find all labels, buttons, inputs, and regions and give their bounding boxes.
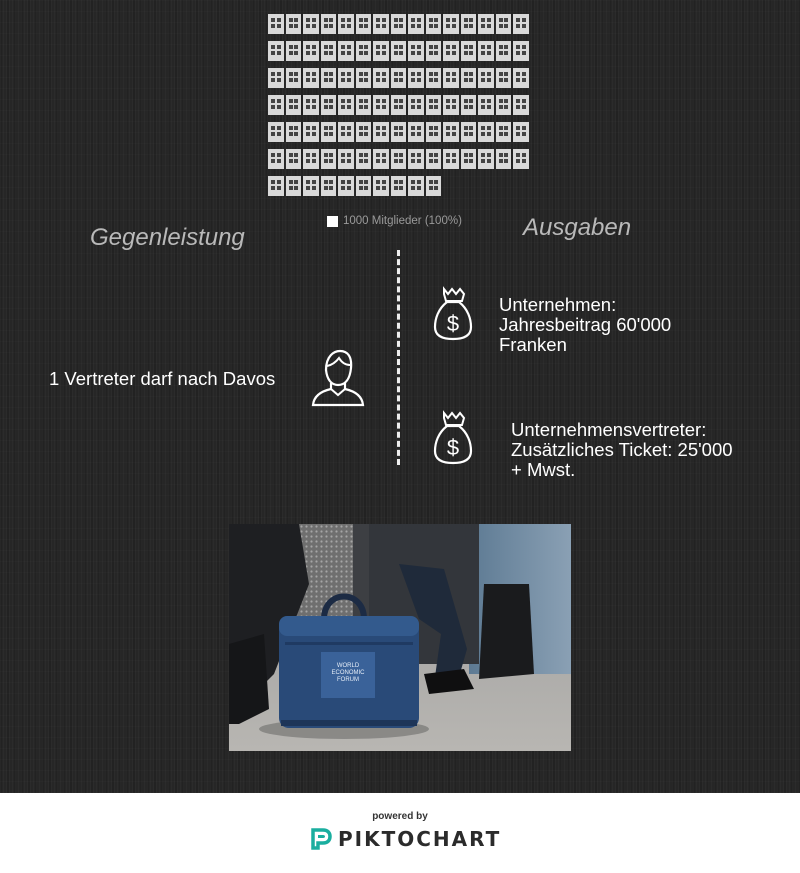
- building-icon: [321, 149, 337, 169]
- building-icon: [426, 41, 442, 61]
- legend-swatch: [327, 216, 338, 227]
- building-icon: [443, 41, 459, 61]
- bag-logo-line: ECONOMIC: [331, 670, 365, 676]
- building-icon: [338, 176, 354, 196]
- building-icon: [338, 149, 354, 169]
- building-icon: [356, 68, 372, 88]
- building-icon: [338, 95, 354, 115]
- building-icon: [321, 176, 337, 196]
- building-icon: [356, 41, 372, 61]
- cost-company: [499, 295, 729, 355]
- svg-text:$: $: [446, 435, 460, 460]
- building-icon: [496, 122, 512, 142]
- cost-line: Franken: [499, 334, 567, 355]
- dashed-divider: [397, 250, 400, 465]
- wef-bag-photo: [229, 524, 571, 751]
- building-icon: [513, 14, 529, 34]
- building-icon: [443, 149, 459, 169]
- bag-logo-line: WORLD: [336, 663, 360, 669]
- building-icon: [321, 41, 337, 61]
- building-icon: [461, 68, 477, 88]
- building-icon: [321, 95, 337, 115]
- building-icon: [513, 149, 529, 169]
- building-icon: [356, 149, 372, 169]
- building-icon: [268, 122, 284, 142]
- building-icon: [443, 14, 459, 34]
- heading-ausgaben: Ausgaben: [523, 214, 632, 241]
- building-icon: [338, 41, 354, 61]
- benefit-label: 1 Vertreter darf nach Davos: [49, 368, 276, 389]
- building-icon: [373, 41, 389, 61]
- building-icon: [513, 68, 529, 88]
- pictograph-legend: [327, 215, 462, 227]
- building-icon: [391, 176, 407, 196]
- building-icon: [391, 14, 407, 34]
- building-icon: [426, 176, 442, 196]
- cost-line: + Mwst.: [511, 459, 576, 480]
- building-icon: [303, 176, 319, 196]
- building-icon: [286, 95, 302, 115]
- building-icon: [408, 14, 424, 34]
- building-icon: [443, 68, 459, 88]
- building-icon: [303, 149, 319, 169]
- building-icon: [356, 14, 372, 34]
- building-icon: [478, 149, 494, 169]
- building-icon: [461, 41, 477, 61]
- building-icon: [373, 176, 389, 196]
- building-icon: [373, 95, 389, 115]
- building-icon: [391, 41, 407, 61]
- building-icon: [303, 95, 319, 115]
- building-icon: [321, 68, 337, 88]
- cost-line: Unternehmen:: [499, 294, 617, 315]
- cost-representative: [511, 420, 761, 480]
- building-icon: [408, 68, 424, 88]
- building-icon: [478, 68, 494, 88]
- building-icon: [303, 122, 319, 142]
- building-icon: [268, 14, 284, 34]
- building-icon: [373, 68, 389, 88]
- building-icon: [268, 68, 284, 88]
- heading-gegenleistung: Gegenleistung: [90, 224, 245, 251]
- building-icon: [373, 122, 389, 142]
- building-icon: [426, 95, 442, 115]
- building-icon: [478, 122, 494, 142]
- building-icon: [426, 14, 442, 34]
- building-icon: [461, 149, 477, 169]
- building-icon: [321, 122, 337, 142]
- building-icon: [373, 149, 389, 169]
- building-icon: [303, 14, 319, 34]
- building-icon: [321, 14, 337, 34]
- building-icon: [426, 68, 442, 88]
- building-icon: [478, 14, 494, 34]
- cost-line: Jahresbeitrag 60'000: [499, 314, 672, 335]
- building-icon: [286, 149, 302, 169]
- building-icon: [286, 14, 302, 34]
- svg-text:$: $: [446, 311, 460, 336]
- cost-line: Unternehmensvertreter:: [511, 419, 707, 440]
- building-icon: [408, 149, 424, 169]
- building-icon: [443, 95, 459, 115]
- money-bag-icon: [433, 410, 473, 466]
- building-icon: [286, 176, 302, 196]
- building-icon: [391, 122, 407, 142]
- building-icon: [303, 68, 319, 88]
- building-icon: [286, 41, 302, 61]
- building-icon: [513, 95, 529, 115]
- powered-by-label: powered by: [372, 811, 428, 822]
- brand-name: PIKTOCHART: [338, 827, 502, 851]
- building-icon: [496, 95, 512, 115]
- building-icon: [478, 41, 494, 61]
- photo-illustration: [229, 524, 571, 751]
- building-icon: [373, 14, 389, 34]
- footer: [0, 793, 800, 873]
- building-icon: [338, 68, 354, 88]
- building-icon: [286, 68, 302, 88]
- building-icon: [391, 68, 407, 88]
- building-icon: [356, 122, 372, 142]
- building-icon: [443, 122, 459, 142]
- piktochart-logo-icon: [310, 827, 332, 851]
- building-icon: [268, 176, 284, 196]
- building-icon: [496, 41, 512, 61]
- building-pictograph-grid: [268, 14, 534, 196]
- building-icon: [268, 149, 284, 169]
- building-icon: [496, 149, 512, 169]
- building-icon: [303, 41, 319, 61]
- building-icon: [461, 14, 477, 34]
- building-icon: [478, 95, 494, 115]
- building-icon: [391, 149, 407, 169]
- person-icon: [310, 348, 366, 408]
- building-icon: [268, 95, 284, 115]
- cost-line: Zusätzliches Ticket: 25'000: [511, 439, 733, 460]
- building-icon: [408, 122, 424, 142]
- legend-label: 1000 Mitglieder (100%): [343, 215, 462, 227]
- building-icon: [408, 95, 424, 115]
- building-icon: [461, 95, 477, 115]
- building-icon: [426, 149, 442, 169]
- building-icon: [513, 41, 529, 61]
- building-icon: [513, 122, 529, 142]
- building-icon: [461, 122, 477, 142]
- building-icon: [338, 14, 354, 34]
- building-icon: [426, 122, 442, 142]
- building-icon: [496, 14, 512, 34]
- building-icon: [408, 176, 424, 196]
- building-icon: [408, 41, 424, 61]
- bag-logo-line: FORUM: [337, 677, 359, 683]
- building-icon: [391, 95, 407, 115]
- building-icon: [338, 122, 354, 142]
- money-bag-icon: [433, 286, 473, 342]
- building-icon: [356, 176, 372, 196]
- building-icon: [286, 122, 302, 142]
- piktochart-brand[interactable]: [310, 827, 501, 851]
- building-icon: [268, 41, 284, 61]
- building-icon: [356, 95, 372, 115]
- building-icon: [496, 68, 512, 88]
